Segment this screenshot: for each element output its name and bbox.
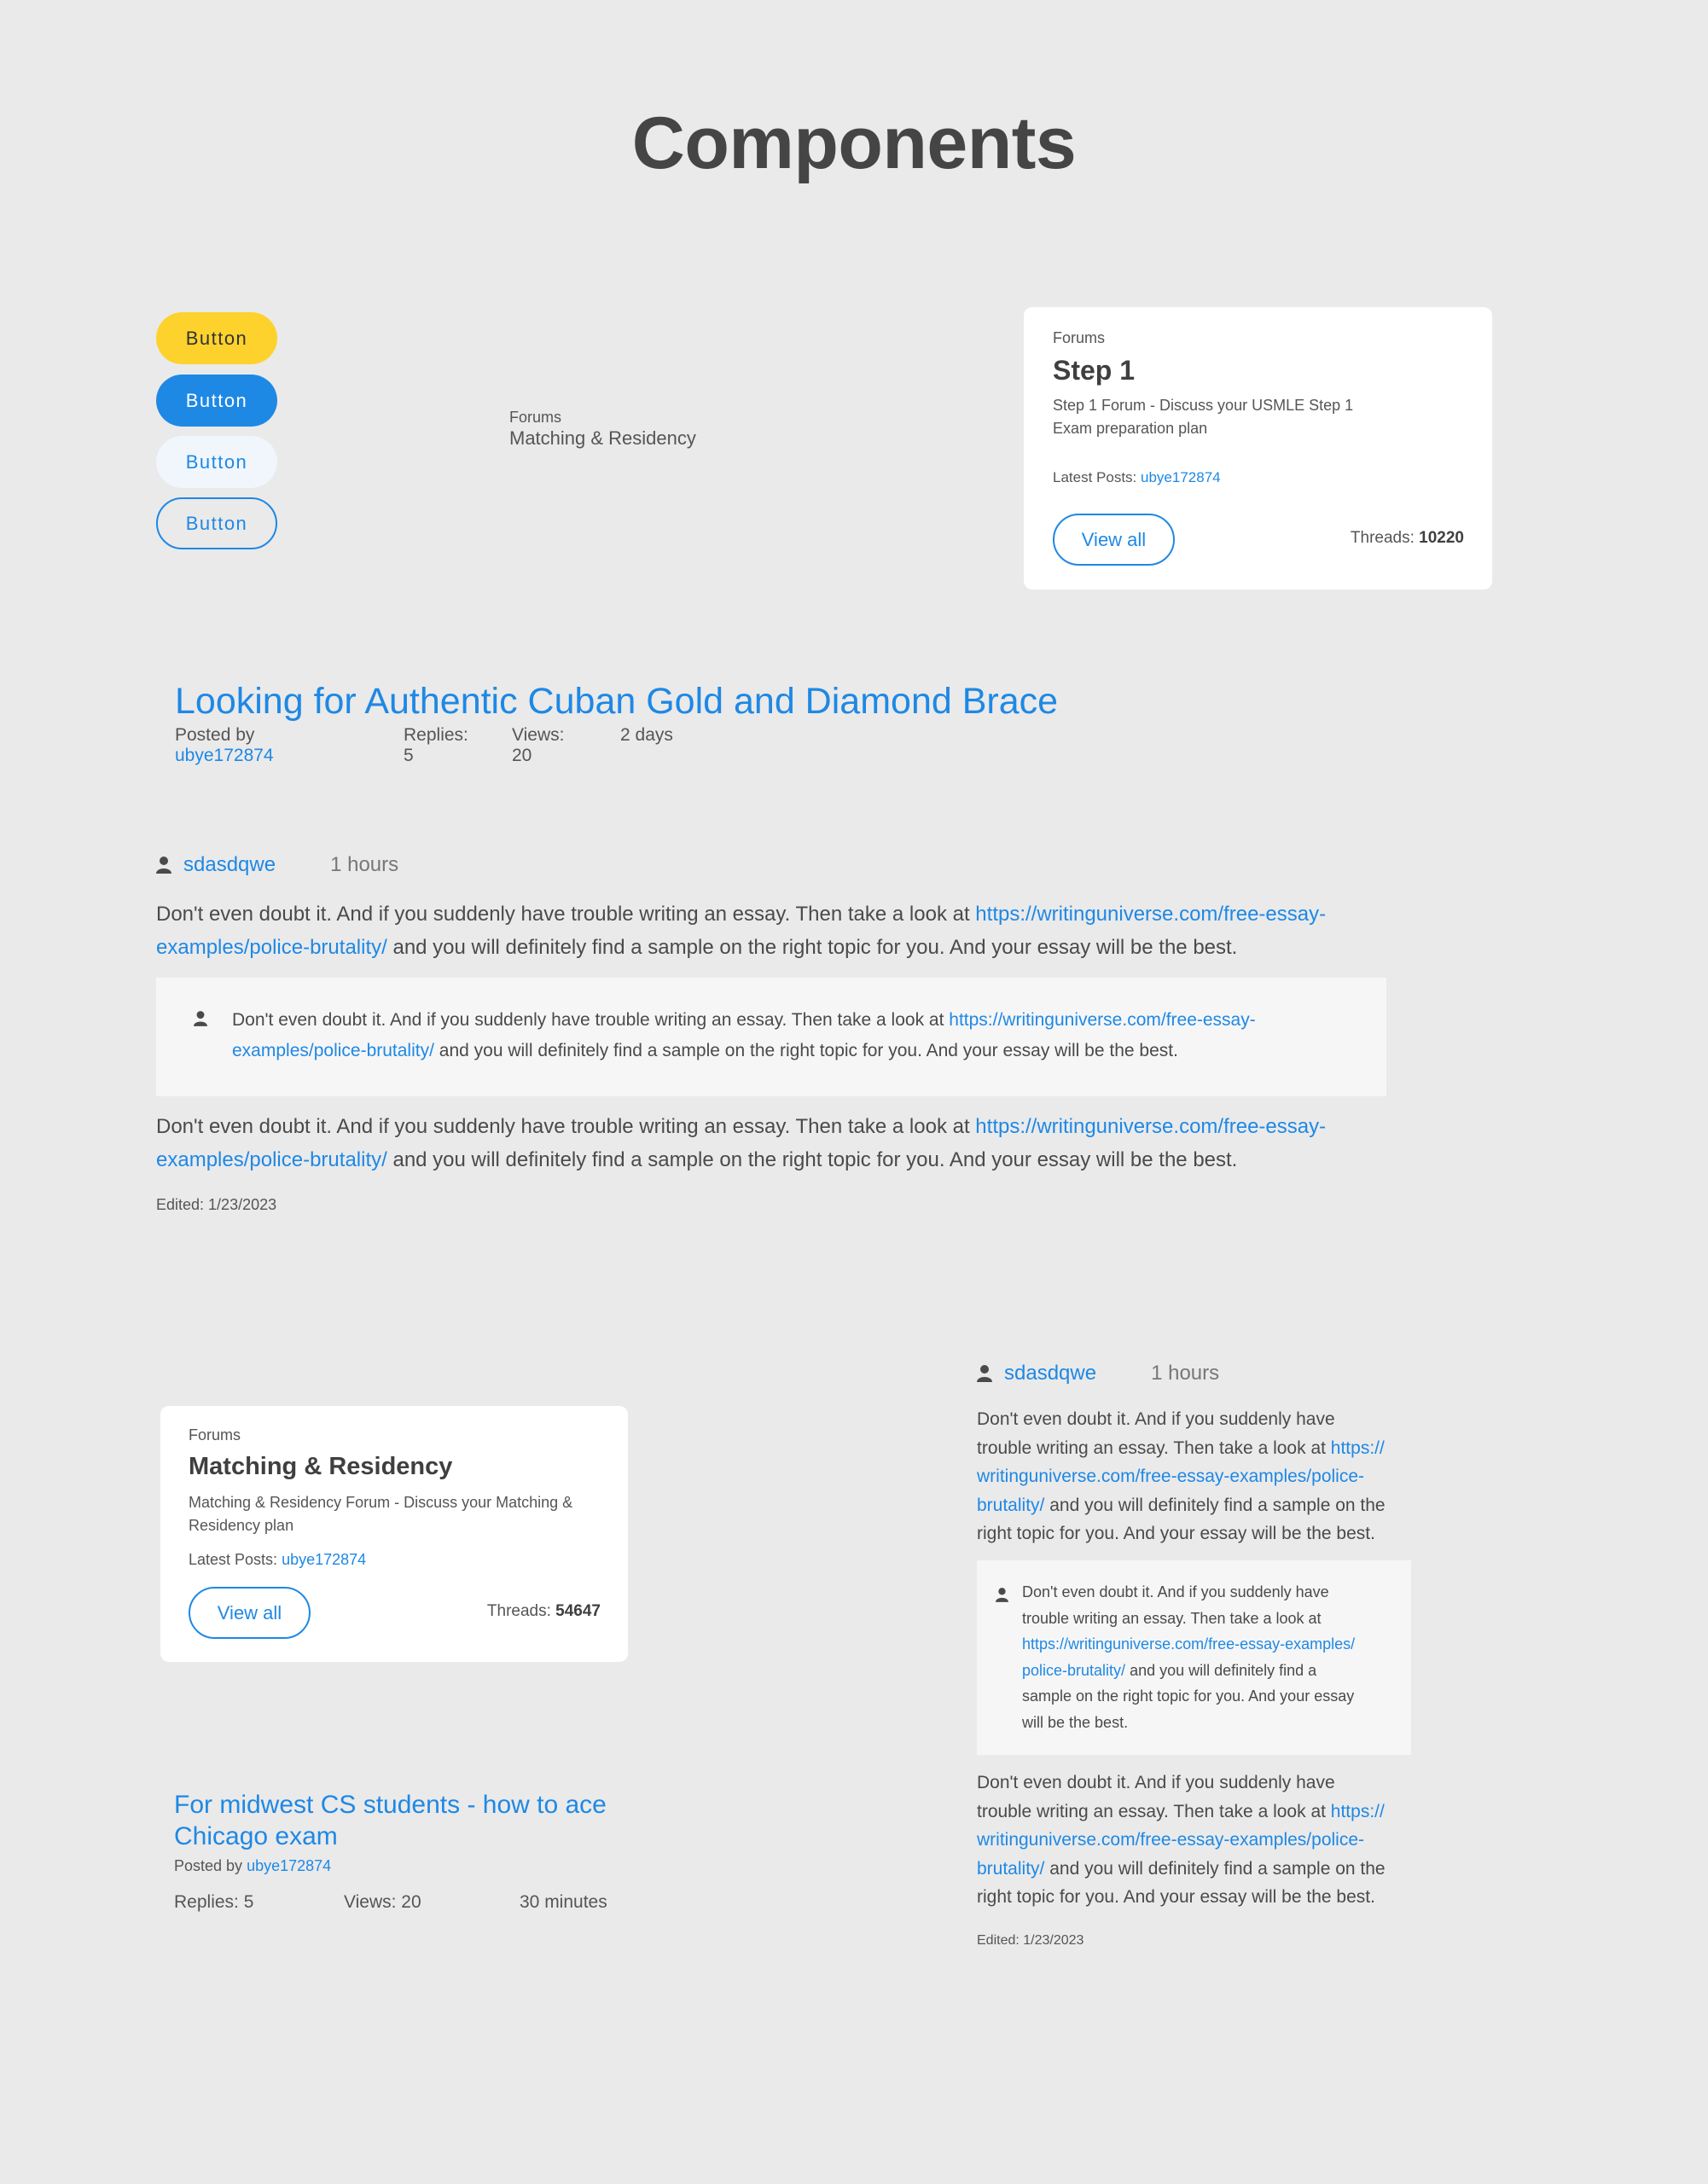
comment-text: Don't even doubt it. And if you suddenly have trouble writing an essay. Then take a look at	[156, 1115, 976, 1138]
view-all-button[interactable]: View all	[1053, 514, 1175, 566]
comment-body-2	[977, 1769, 1420, 1912]
edited-date: Edited: 1/23/2023	[156, 1196, 277, 1213]
threads-count: 10220	[1419, 529, 1464, 547]
comment-link[interactable]: https://	[1330, 1438, 1385, 1458]
card-title[interactable]: Step 1	[1053, 355, 1136, 386]
comment-user-link[interactable]: sdasdqwe	[1004, 1362, 1097, 1385]
user-icon	[194, 1010, 207, 1027]
comment-link-cont[interactable]: brutality/	[977, 1858, 1045, 1879]
thread-author-link[interactable]: ubye172874	[175, 746, 274, 765]
thread-title-link[interactable]: For midwest CS students - how to ace Chicago exam	[174, 1791, 607, 1850]
quote-text-after: and you will definitely find a sample on the right topic for you. And your essay will be the best.	[433, 1041, 1178, 1060]
comment-text-after: and you will definitely find a sample on the	[1044, 1495, 1386, 1515]
threads-label: Threads:	[1350, 529, 1415, 547]
quote-text-after: sample on the right topic for you. And your essay	[1022, 1687, 1355, 1705]
quote-text-after: will be the best.	[1022, 1713, 1129, 1731]
card-latest-posts	[1053, 469, 1221, 486]
comment-text: trouble writing an essay. Then take a look at	[977, 1438, 1331, 1458]
forum-card-step1	[1024, 307, 1492, 590]
comment-text-after: right topic for you. And your essay will be the best.	[977, 1524, 1375, 1543]
card-kicker: Forums	[189, 1426, 241, 1443]
comment-link[interactable]: https://	[1330, 1801, 1385, 1821]
thread-age: 30 minutes	[520, 1892, 607, 1912]
forum-breadcrumb-value[interactable]: Matching & Residency	[509, 427, 696, 449]
thread-meta	[174, 1892, 652, 1913]
comment-link-cont[interactable]: brutality/	[977, 1495, 1045, 1515]
comment-header	[977, 1362, 1219, 1385]
card-description: Step 1 Forum - Discuss your USMLE Step 1 Exam preparation plan	[1053, 397, 1354, 437]
latest-posts-user-link[interactable]: ubye172874	[282, 1551, 367, 1568]
thread-views: Views: 20	[512, 725, 565, 765]
posted-by-label: Posted by	[174, 1857, 243, 1874]
card-description: Matching & Residency Forum - Discuss your Matching & Residency plan	[189, 1494, 573, 1534]
quote-text: Don't even doubt it. And if you suddenly have	[1022, 1583, 1329, 1600]
quote-link[interactable]: https://writinguniverse.com/free-essay-	[949, 1010, 1256, 1030]
comment-text: Don't even doubt it. And if you suddenly have	[977, 1773, 1335, 1792]
quote-text: Don't even doubt it. And if you suddenly have trouble writing an essay. Then take a look at	[232, 1010, 950, 1030]
quoted-text	[232, 1005, 1367, 1066]
thread-posted-by	[174, 1857, 652, 1875]
thread-replies: Replies: 5	[174, 1892, 254, 1912]
posted-by-label: Posted by	[175, 725, 255, 745]
comment-text-after: and you will definitely find a sample on the right topic for you. And your essay will be the best.	[386, 1148, 1238, 1171]
thread-author-link[interactable]: ubye172874	[247, 1857, 332, 1874]
comment-link-cont[interactable]: examples/police-brutality/	[156, 1148, 387, 1171]
comment-text: trouble writing an essay. Then take a look at	[977, 1801, 1331, 1821]
latest-posts-label: Latest Posts:	[189, 1551, 278, 1568]
thread-title-link[interactable]: Looking for Authentic Cuban Gold and Diamond Brace	[175, 681, 1059, 722]
comment-body-2	[156, 1110, 1393, 1176]
thread-views: Views: 20	[344, 1892, 421, 1912]
comment-body	[156, 897, 1393, 964]
thread-header-compact	[174, 1789, 652, 1913]
comment-body	[977, 1405, 1420, 1548]
thread-age: 2 days	[620, 725, 673, 745]
forum-breadcrumb	[509, 408, 696, 450]
forum-card-matching	[160, 1406, 628, 1662]
quote-link-cont[interactable]: examples/police-brutality/	[232, 1041, 434, 1060]
card-threads	[487, 1602, 601, 1621]
yellow-button[interactable]: Button	[156, 312, 277, 364]
latest-posts-label: Latest Posts:	[1053, 469, 1137, 485]
thread-meta	[175, 725, 1058, 766]
comment-text-after: and you will definitely find a sample on the	[1044, 1858, 1386, 1879]
thread-header	[175, 677, 1058, 766]
latest-posts-user-link[interactable]: ubye172874	[1141, 469, 1221, 485]
user-icon	[996, 1587, 1008, 1603]
comment-link-cont[interactable]: examples/police-brutality/	[156, 936, 387, 959]
card-threads	[1351, 529, 1464, 548]
comment-link[interactable]: https://writinguniverse.com/free-essay-	[975, 903, 1327, 926]
outline-button[interactable]: Button	[156, 497, 277, 549]
comment-text: Don't even doubt it. And if you suddenly have trouble writing an essay. Then take a look at	[156, 903, 976, 926]
card-latest-posts	[189, 1551, 366, 1569]
quoted-reply	[156, 978, 1386, 1096]
quote-text: trouble writing an essay. Then take a look at	[1022, 1609, 1322, 1627]
quoted-reply	[977, 1560, 1411, 1755]
comment-link[interactable]: https://writinguniverse.com/free-essay-	[975, 1115, 1327, 1138]
comment-text: Don't even doubt it. And if you suddenly have	[977, 1409, 1335, 1429]
comment-time: 1 hours	[1151, 1362, 1220, 1385]
comment-user-link[interactable]: sdasdqwe	[183, 853, 276, 876]
quote-text-after: and you will definitely find a	[1125, 1661, 1317, 1679]
quoted-text	[1022, 1579, 1397, 1735]
edited-date: Edited: 1/23/2023	[977, 1933, 1084, 1948]
quote-link-cont[interactable]: police-brutality/	[1022, 1661, 1126, 1679]
quote-link[interactable]: https://writinguniverse.com/free-essay-examples/	[1022, 1635, 1356, 1653]
comment-time: 1 hours	[330, 853, 399, 876]
view-all-button[interactable]: View all	[189, 1587, 311, 1639]
user-icon	[977, 1364, 992, 1383]
comment-link-cont[interactable]: writinguniverse.com/free-essay-examples/police-	[977, 1467, 1365, 1486]
light-button[interactable]: Button	[156, 436, 277, 488]
card-title[interactable]: Matching & Residency	[189, 1453, 453, 1480]
comment-text-after: and you will definitely find a sample on the right topic for you. And your essay will be the best.	[386, 936, 1238, 959]
blue-button[interactable]: Button	[156, 375, 277, 427]
page-title: Components	[631, 102, 1077, 184]
thread-posted-by	[175, 725, 340, 766]
comment-text-after: right topic for you. And your essay will be the best.	[977, 1887, 1375, 1907]
comment-link-cont[interactable]: writinguniverse.com/free-essay-examples/police-	[977, 1830, 1365, 1850]
forum-breadcrumb-label: Forums	[509, 409, 562, 426]
user-icon	[156, 856, 171, 874]
threads-label: Threads:	[486, 1602, 551, 1620]
threads-count: 54647	[555, 1602, 601, 1620]
card-kicker: Forums	[1053, 329, 1106, 346]
comment-header	[156, 853, 398, 877]
thread-replies: Replies: 5	[404, 725, 468, 765]
